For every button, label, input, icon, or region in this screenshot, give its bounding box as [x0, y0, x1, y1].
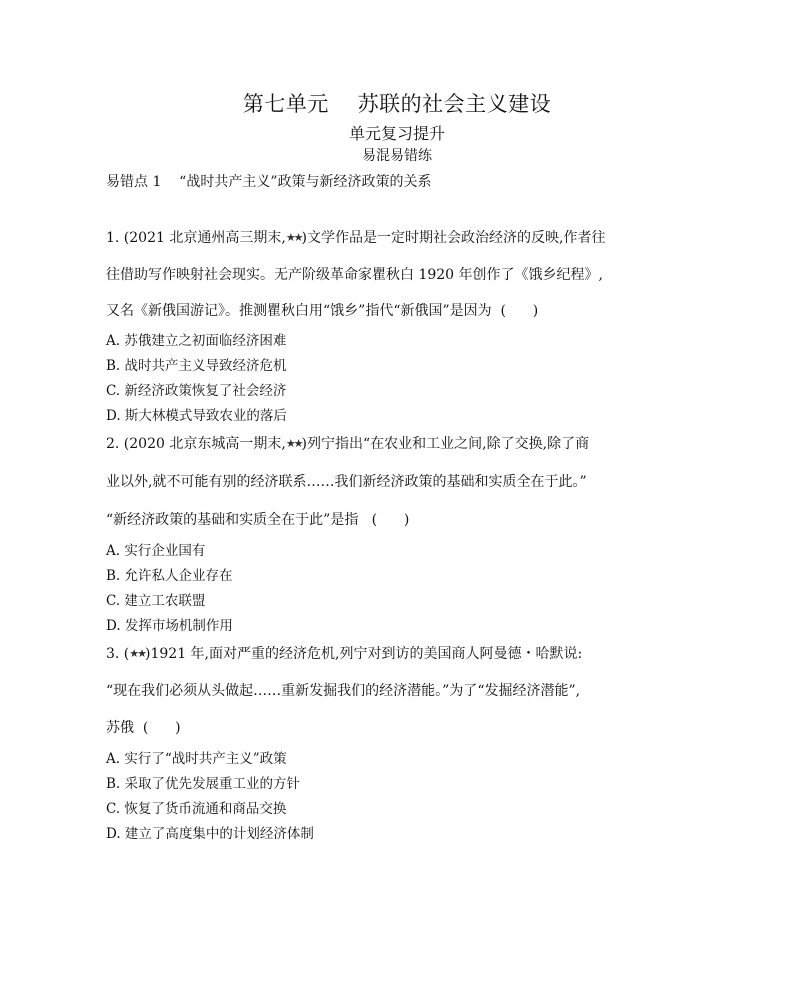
difficulty-stars-icon: ★★	[285, 231, 302, 244]
unit-subtitle: 单元复习提升	[348, 124, 445, 143]
question-1-option-d: D. 斯大林模式导致农业的落后	[106, 408, 287, 424]
question-2-option-b: B. 允许私人企业存在	[106, 568, 233, 584]
question-2-line-1	[106, 434, 589, 454]
question-1-number-source: 1. (2021 北京通州高三期末,	[106, 230, 286, 246]
question-3-option-c: C. 恢复了货币流通和商品交换	[106, 801, 287, 817]
question-1-option-c: C. 新经济政策恢复了社会经济	[106, 383, 287, 399]
question-2-line-3: “新经济政策的基础和实质全在于此”是指 ( )	[106, 512, 410, 528]
exercise-type-heading: 易混易错练	[362, 148, 432, 164]
question-1-option-b: B. 战时共产主义导致经济危机	[106, 358, 287, 374]
question-3-line-1	[106, 644, 582, 664]
question-2-text-start: )列宁指出“在农业和工业之间,除了交换,除了商	[301, 436, 590, 452]
question-3-option-b: B. 采取了优先发展重工业的方针	[106, 776, 301, 792]
unit-title: 第七单元 苏联的社会主义建设	[242, 92, 552, 116]
error-point-heading: 易错点 1 “战时共产主义”政策与新经济政策的关系	[106, 174, 432, 190]
difficulty-stars-icon: ★★	[285, 437, 302, 450]
question-2-option-c: C. 建立工农联盟	[106, 593, 206, 609]
question-2-line-2: 业以外,就不可能有别的经济联系……我们新经济政策的基础和实质全在于此。”	[106, 474, 587, 490]
question-1-line-3: 又名《新俄国游记》。推测瞿秋白用“饿乡”指代“新俄国”是因为 ( )	[106, 303, 539, 319]
question-3-option-a: A. 实行了“战时共产主义”政策	[106, 751, 287, 767]
question-1-line-1	[106, 228, 605, 248]
question-1-line-2: 往借助写作映射社会现实。无产阶级革命家瞿秋白 1920 年创作了《饿乡纪程》,	[106, 267, 603, 283]
question-3-text-start: )1921 年,面对严重的经济危机,列宁对到访的美国商人阿曼德・哈默说:	[145, 646, 583, 662]
question-3-option-d: D. 建立了高度集中的计划经济体制	[106, 826, 314, 842]
question-3-line-2: “现在我们必须从头做起……重新发掘我们的经济潜能。”为了“发掘经济潜能”,	[106, 683, 581, 699]
question-1-option-a: A. 苏俄建立之初面临经济困难	[106, 333, 287, 349]
question-2-option-a: A. 实行企业国有	[106, 543, 206, 559]
question-1-text-start: )文学作品是一定时期社会政治经济的反映,作者往	[301, 230, 606, 246]
question-2-option-d: D. 发挥市场机制作用	[106, 618, 233, 634]
question-3-line-3: 苏俄 ( )	[106, 720, 181, 736]
question-2-number-source: 2. (2020 北京东城高一期末,	[106, 436, 286, 452]
question-3-number-source: 3. (	[106, 646, 130, 662]
difficulty-stars-icon: ★★	[129, 647, 146, 660]
